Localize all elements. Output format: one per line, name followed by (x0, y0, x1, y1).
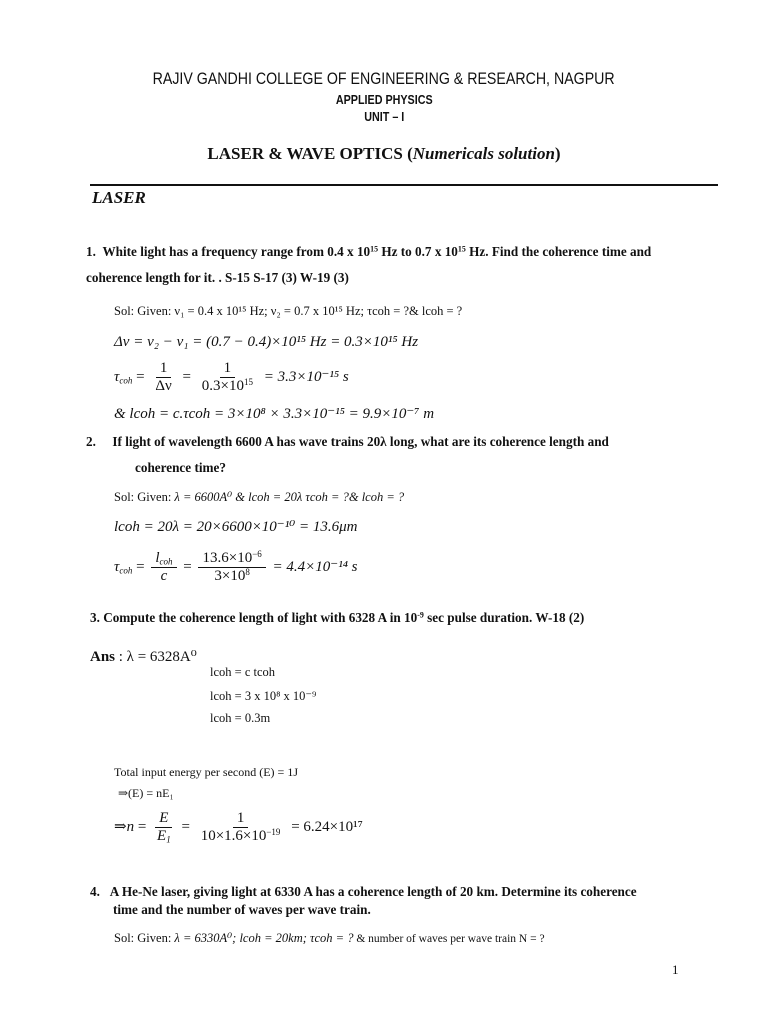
subject: APPLIED PHYSICS (335, 93, 433, 107)
q1-equation-lcoh: & lcoh = c.τcoh = 3×10⁸ × 3.3×10⁻¹⁵ = 9.9×10⁻⁷ m (114, 406, 435, 422)
question-1: 1. White light has a frequency range from 0.4 x $10^{15}$ Hz to 0.7 x $10^{15}$ Hz. Find the coherence time and (86, 244, 652, 259)
q3-answer: Ans : λ = 6328A⁰ (90, 649, 197, 665)
question-2: 2. If light of wavelength 6600 A has wave trains 20λ long, what are its coherence length and (86, 434, 609, 449)
question-1-line2: coherence length for it. . S-15 S-17 (3) W-19 (3) (86, 270, 349, 285)
q2-equation-tau: $\tau_{coh}$ = $\frac{l_{coh}}{c}$ = $\frac{13.6\times 10^{-6}}{3\times 10^8}$ = 4.4×10⁻¹⁴ s (114, 549, 358, 585)
page-title: LASER & WAVE OPTICS (Numericals solution) (207, 144, 561, 163)
question-4-line2: time and the number of waves per wave train. (113, 902, 371, 917)
q1-equation-tau: $\tau_{coh}$ = $\frac{1}{\Delta\nu}$ = $\frac{1}{0.3\times 10^{15}}$ = 3.3×10⁻¹⁵ s (114, 360, 349, 395)
unit: UNIT – I (363, 110, 405, 124)
college-name: RAJIV GANDHI COLLEGE OF ENGINEERING & RESEARCH, NAGPUR (152, 70, 616, 88)
question-4: 4. A He-Ne laser, giving light at 6330 A has a coherence length of 20 km. Determine its coherence (90, 884, 637, 899)
q1-given: Sol: Given: ν₁ = 0.4 x 10¹⁵ Hz; ν₂ = 0.7 x 10¹⁵ Hz; τcoh = ?& lcoh = ? (114, 304, 463, 318)
q3-equation-2: lcoh = 3 x 10⁸ x 10⁻⁹ (210, 689, 317, 703)
q2-equation-lcoh: lcoh = 20λ = 20×6600×10⁻¹⁰ = 13.6μm (114, 519, 358, 535)
header-divider (90, 184, 718, 186)
page-number: 1 (672, 962, 679, 977)
q3-equation-1: lcoh = c tcoh (210, 665, 276, 679)
q3-equation-3: lcoh = 0.3m (210, 711, 271, 725)
question-2-line2: coherence time? (135, 460, 226, 475)
question-3: 3. Compute the coherence length of light with 6328 A in $10^{-9}$ sec pulse duration. W-18 (2) (90, 610, 585, 625)
q4-given: Sol: Given: λ = 6330A⁰; lcoh = 20km; τcoh = ? & number of waves per wave train N = ? (114, 931, 545, 945)
q1-equation-delta-nu: Δν = ν₂ − ν₁ = (0.7 − 0.4)×10¹⁵ Hz = 0.3×10¹⁵ Hz (114, 334, 419, 350)
q2-given: Sol: Given: λ = 6600A⁰ & lcoh = 20λ τcoh = ?& lcoh = ? (114, 490, 405, 504)
section-heading: LASER (92, 188, 146, 207)
q3-equation-n: ⇒n = $\frac{E}{E_1}$ = $\frac{1}{10\times 1.6\times 10^{-19}}$ = 6.24×10¹⁷ (114, 810, 363, 845)
q3-implies: ⇒(E) = nE₁ (118, 786, 174, 800)
q3-energy: Total input energy per second (E) = 1J (114, 765, 298, 779)
